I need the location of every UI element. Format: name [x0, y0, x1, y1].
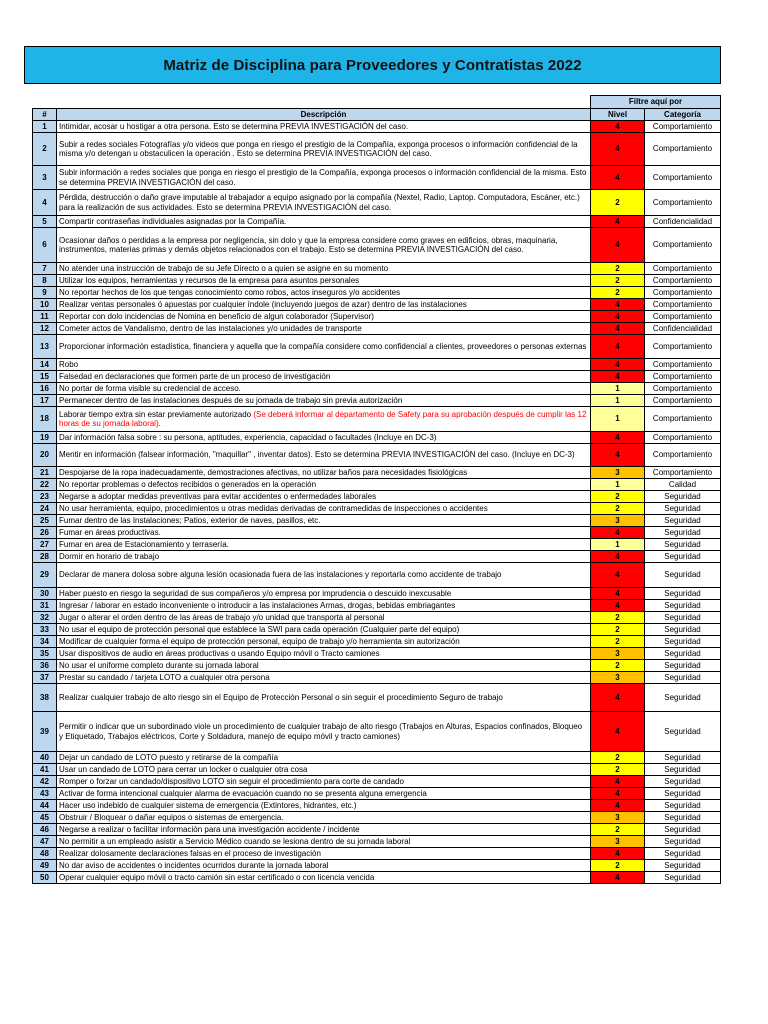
- row-number: 46: [33, 824, 57, 836]
- row-number: 3: [33, 166, 57, 190]
- row-description: Compartir contraseñas individuales asignadas por la Compañía.: [57, 216, 591, 228]
- row-category: Comportamiento: [645, 444, 721, 467]
- row-number: 32: [33, 612, 57, 624]
- row-level: 1: [591, 407, 645, 432]
- table-row: [33, 432, 721, 444]
- row-level: 4: [591, 848, 645, 860]
- row-number: 43: [33, 788, 57, 800]
- row-description: Permitir o indicar que un subordinado viole un procedimiento de cualquier trabajo de alto riesgo (Trabajos en Alturas, Espacios confinados, Bloqueo y Etiquetado, Trabajos eléctricos, Corte y Soldadura, manejo de equipo móvil y tracto camiones): [57, 712, 591, 752]
- row-level: 2: [591, 503, 645, 515]
- table-row: [33, 872, 721, 884]
- row-description: Dejar un candado de LOTO puesto y retirarse de la compañía: [57, 752, 591, 764]
- row-number: 33: [33, 624, 57, 636]
- column-header-level[interactable]: Nivel: [591, 109, 645, 121]
- table-row: [33, 121, 721, 133]
- row-number: 25: [33, 515, 57, 527]
- row-level: 4: [591, 563, 645, 588]
- row-category: Seguridad: [645, 788, 721, 800]
- row-number: 13: [33, 335, 57, 359]
- table-row: [33, 788, 721, 800]
- row-category: Confidencialidad: [645, 323, 721, 335]
- table-row: [33, 764, 721, 776]
- row-category: Comportamiento: [645, 121, 721, 133]
- table-row: [33, 672, 721, 684]
- page-title-box: [24, 46, 721, 84]
- row-category: Seguridad: [645, 551, 721, 563]
- row-number: 23: [33, 491, 57, 503]
- row-category: Comportamiento: [645, 395, 721, 407]
- row-category: Seguridad: [645, 539, 721, 551]
- row-description: No portar de forma visible su credencial de acceso.: [57, 383, 591, 395]
- filter-header[interactable]: Filtre aquí por: [591, 96, 721, 109]
- row-level: 2: [591, 860, 645, 872]
- row-category: Confidencialidad: [645, 216, 721, 228]
- row-category: Seguridad: [645, 672, 721, 684]
- row-description: Jugar o alterar el orden dentro de las áreas de trabajo y/o unidad que transporta al personal: [57, 612, 591, 624]
- table-row: [33, 563, 721, 588]
- row-description: Despojarse de la ropa inadecuadamente, demostraciones afectivas, no utilizar baños para necesidades fisiológicas: [57, 467, 591, 479]
- row-description: No reportar problemas o defectos recibidos o generados en la operación: [57, 479, 591, 491]
- row-number: 39: [33, 712, 57, 752]
- row-description: No permitir a un empleado asistir a Servicio Médico cuando se lesiona dentro de su jornada laboral: [57, 836, 591, 848]
- header-spacer: [33, 96, 57, 109]
- row-level: 4: [591, 359, 645, 371]
- row-number: 42: [33, 776, 57, 788]
- row-description: [57, 407, 591, 432]
- row-level: 3: [591, 515, 645, 527]
- row-number: 11: [33, 311, 57, 323]
- row-level: 4: [591, 299, 645, 311]
- row-level: 2: [591, 263, 645, 275]
- row-number: 41: [33, 764, 57, 776]
- row-description-note: (Se deberá informar al departamento de Safety para su aprobación después de cumplir las 12 horas de su jornada laboral): [59, 409, 587, 428]
- table-row: [33, 600, 721, 612]
- row-number: 22: [33, 479, 57, 491]
- table-row: [33, 527, 721, 539]
- column-header-number[interactable]: #: [33, 109, 57, 121]
- row-number: 27: [33, 539, 57, 551]
- row-level: 2: [591, 491, 645, 503]
- row-number: 28: [33, 551, 57, 563]
- row-level: 2: [591, 752, 645, 764]
- row-number: 12: [33, 323, 57, 335]
- table-row: [33, 551, 721, 563]
- row-number: 37: [33, 672, 57, 684]
- row-description: Negarse a adoptar medidas preventivas para evitar accidentes o enfermedades laborales: [57, 491, 591, 503]
- row-number: 9: [33, 287, 57, 299]
- row-level: 4: [591, 551, 645, 563]
- row-number: 44: [33, 800, 57, 812]
- row-description: Usar dispositivos de audio en áreas productivas o usando Equipo móvil o Tracto camiones: [57, 648, 591, 660]
- row-category: Seguridad: [645, 588, 721, 600]
- row-level: 2: [591, 764, 645, 776]
- row-category: Seguridad: [645, 812, 721, 824]
- table-row: [33, 712, 721, 752]
- row-level: 2: [591, 275, 645, 287]
- row-level: 3: [591, 467, 645, 479]
- table-row: [33, 515, 721, 527]
- row-description: Modificar de cualquier forma el equipo de protección personal, equipo de trabajo y/o herramienta sin autorización: [57, 636, 591, 648]
- row-category: Comportamiento: [645, 335, 721, 359]
- row-description: Subir información a redes sociales que ponga en riesgo el prestigio de la Compañía, exponga procesos o información confidencial de la misma. Esto se determina PREVIA INVESTIGACIÓN del caso.: [57, 166, 591, 190]
- row-number: 36: [33, 660, 57, 672]
- discipline-matrix-table: [32, 95, 721, 884]
- row-description: Subir a redes sociales Fotografías y/o videos que ponga en riesgo el prestigio de la Compañía, exponga procesos o información confidencial de la misma y/o detengan u obstaculicen la operación . Esto se determina PREVIA INVESTIGACIÓN del caso.: [57, 133, 591, 166]
- row-category: Seguridad: [645, 648, 721, 660]
- table-row: [33, 383, 721, 395]
- row-number: 17: [33, 395, 57, 407]
- row-category: Seguridad: [645, 636, 721, 648]
- row-number: 31: [33, 600, 57, 612]
- table-row: [33, 800, 721, 812]
- row-description: Fumar en area de Estacionamiento y terrasería.: [57, 539, 591, 551]
- table-row: [33, 612, 721, 624]
- table-row: [33, 407, 721, 432]
- table-row: [33, 444, 721, 467]
- table-row: [33, 395, 721, 407]
- table-row: [33, 287, 721, 299]
- row-level: 4: [591, 527, 645, 539]
- row-description: No usar el uniforme completo durante su jornada laboral: [57, 660, 591, 672]
- column-header-description[interactable]: Descripción: [57, 109, 591, 121]
- row-description: Mentir en información (falsear información, "maquillar" , inventar datos). Esto se determina PREVIA INVESTIGACIÓN del caso. (Incluye en DC-3): [57, 444, 591, 467]
- row-number: 35: [33, 648, 57, 660]
- table-row: [33, 166, 721, 190]
- row-number: 7: [33, 263, 57, 275]
- row-number: 21: [33, 467, 57, 479]
- row-category: Seguridad: [645, 515, 721, 527]
- table-row: [33, 190, 721, 216]
- row-level: 4: [591, 371, 645, 383]
- row-level: 4: [591, 311, 645, 323]
- row-category: Comportamiento: [645, 263, 721, 275]
- row-category: Comportamiento: [645, 467, 721, 479]
- row-number: 14: [33, 359, 57, 371]
- row-number: 26: [33, 527, 57, 539]
- table-row: [33, 311, 721, 323]
- row-description: Prestar su candado / tarjeta LOTO a cualquier otra persona: [57, 672, 591, 684]
- row-level: 4: [591, 800, 645, 812]
- row-category: Comportamiento: [645, 228, 721, 263]
- table-row: [33, 752, 721, 764]
- row-number: 20: [33, 444, 57, 467]
- table-row: [33, 660, 721, 672]
- row-number: 50: [33, 872, 57, 884]
- row-number: 38: [33, 684, 57, 712]
- row-description: Declarar de manera dolosa sobre alguna lesión ocasionada fuera de las instalaciones y reportarla como accidente de trabajo: [57, 563, 591, 588]
- row-category: Comportamiento: [645, 371, 721, 383]
- table-row: [33, 624, 721, 636]
- row-category: Seguridad: [645, 776, 721, 788]
- row-level: 4: [591, 776, 645, 788]
- row-category: Comportamiento: [645, 407, 721, 432]
- table-row: [33, 359, 721, 371]
- row-category: Comportamiento: [645, 299, 721, 311]
- row-level: 3: [591, 672, 645, 684]
- row-level: 4: [591, 712, 645, 752]
- row-description: Permanecer dentro de las instalaciones después de su jornada de trabajo sin previa autorización: [57, 395, 591, 407]
- table-row: [33, 479, 721, 491]
- table-row: [33, 323, 721, 335]
- row-level: 4: [591, 684, 645, 712]
- table-row: [33, 860, 721, 872]
- row-level: 4: [591, 588, 645, 600]
- row-description: Intimidar, acosar u hostigar a otra persona. Esto se determina PREVIA INVESTIGACIÓN del caso.: [57, 121, 591, 133]
- row-category: Comportamiento: [645, 190, 721, 216]
- row-category: Seguridad: [645, 600, 721, 612]
- row-level: 4: [591, 323, 645, 335]
- row-description: Usar un candado de LOTO para cerrar un locker o cualquier otra cosa: [57, 764, 591, 776]
- row-description: No usar el equipo de protección personal que establece la SWI para cada operación (Cualquier parte del equipo): [57, 624, 591, 636]
- table-row: [33, 467, 721, 479]
- row-category: Seguridad: [645, 836, 721, 848]
- row-category: Seguridad: [645, 764, 721, 776]
- table-row: [33, 275, 721, 287]
- row-category: Seguridad: [645, 527, 721, 539]
- row-level: 2: [591, 824, 645, 836]
- table-row: [33, 684, 721, 712]
- row-description: Haber puesto en riesgo la seguridad de sus compañeros y/o empresa por imprudencia o descuido inexcusable: [57, 588, 591, 600]
- row-level: 2: [591, 636, 645, 648]
- row-category: Seguridad: [645, 800, 721, 812]
- row-description: Ingresar / laborar en estado inconveniente o introducir a las instalaciones Armas, drogas, bebidas embriagantes: [57, 600, 591, 612]
- row-number: 47: [33, 836, 57, 848]
- row-category: Seguridad: [645, 712, 721, 752]
- row-number: 48: [33, 848, 57, 860]
- table-row: [33, 648, 721, 660]
- row-category: Seguridad: [645, 824, 721, 836]
- row-level: 4: [591, 335, 645, 359]
- row-description: Obstruir / Bloquear o dañar equipos o sistemas de emergencia.: [57, 812, 591, 824]
- row-description: No reportar hechos de los que tengas conocimiento como robos, actos inseguros y/o accidentes: [57, 287, 591, 299]
- row-level: 4: [591, 228, 645, 263]
- table-row: [33, 836, 721, 848]
- row-description: Realizar ventas personales ó apuestas por cualquier índole (incluyendo juegos de azar) dentro de las instalaciones: [57, 299, 591, 311]
- table-row: [33, 335, 721, 359]
- row-level: 4: [591, 121, 645, 133]
- row-description: Proporcionar información estadística, financiera y aquella que la compañía considere como confidencial a clientes, proveedores o personas externas: [57, 335, 591, 359]
- row-level: 3: [591, 812, 645, 824]
- table-row: [33, 824, 721, 836]
- row-category: Comportamiento: [645, 133, 721, 166]
- row-number: 6: [33, 228, 57, 263]
- row-description: Dar información falsa sobre : su persona, aptitudes, experiencia, capacidad o facultades (Incluye en DC-3): [57, 432, 591, 444]
- row-number: 34: [33, 636, 57, 648]
- table-row: [33, 371, 721, 383]
- row-level: 1: [591, 383, 645, 395]
- row-number: 5: [33, 216, 57, 228]
- table-row: [33, 503, 721, 515]
- row-number: 24: [33, 503, 57, 515]
- row-level: 4: [591, 444, 645, 467]
- row-description: Activar de forma intencional cualquier alarma de evacuación cuando no se presenta alguna emergencia: [57, 788, 591, 800]
- table-row: [33, 133, 721, 166]
- row-description: Cometer actos de Vandalismo, dentro de las instalaciones y/o unidades de transporte: [57, 323, 591, 335]
- row-level: 4: [591, 216, 645, 228]
- row-description: No dar aviso de accidentes o incidentes ocurridos durante la jornada laboral: [57, 860, 591, 872]
- row-level: 2: [591, 190, 645, 216]
- row-description: No usar herramienta, equipo, procedimientos u otras medidas derivadas de contramedidas de inspecciones o accidentes: [57, 503, 591, 515]
- row-category: Seguridad: [645, 752, 721, 764]
- row-category: Comportamiento: [645, 359, 721, 371]
- table-row: [33, 216, 721, 228]
- row-category: Seguridad: [645, 660, 721, 672]
- row-level: 2: [591, 287, 645, 299]
- row-description: Robo: [57, 359, 591, 371]
- row-number: 2: [33, 133, 57, 166]
- row-description: Realizar cualquier trabajo de alto riesgo sin el Equipo de Protección Personal o sin seguir el procedimiento Seguro de trabajo: [57, 684, 591, 712]
- table-row: [33, 299, 721, 311]
- row-number: 40: [33, 752, 57, 764]
- row-category: Seguridad: [645, 612, 721, 624]
- row-description: Falsedad en declaraciones que formen parte de un proceso de investigación: [57, 371, 591, 383]
- row-level: 1: [591, 479, 645, 491]
- row-category: Seguridad: [645, 860, 721, 872]
- row-number: 4: [33, 190, 57, 216]
- row-description: Fumar en áreas productivas.: [57, 527, 591, 539]
- row-description: Dormir en horario de trabajo: [57, 551, 591, 563]
- row-description: Fumar dentro de las Instalaciones; Patios, exterior de naves, pasillos, etc.: [57, 515, 591, 527]
- row-number: 19: [33, 432, 57, 444]
- row-category: Comportamiento: [645, 311, 721, 323]
- row-level: 4: [591, 133, 645, 166]
- row-description: Ocasionar daños o perdidas a la empresa por negligencia, sin dolo y que la empresa considere como graves en edificios, obras, maquinaria, instrumentos, materias primas y demás objetos relacionados con el trabajo. Esto se determina PREVIA INVESTIGACIÓN del caso.: [57, 228, 591, 263]
- row-number: 16: [33, 383, 57, 395]
- row-description-tail: .: [158, 419, 161, 428]
- row-description-text: Laborar tiempo extra sin estar previamente autorizado: [59, 409, 254, 419]
- row-category: Seguridad: [645, 624, 721, 636]
- row-number: 29: [33, 563, 57, 588]
- row-level: 4: [591, 788, 645, 800]
- table-row: [33, 228, 721, 263]
- row-level: 2: [591, 624, 645, 636]
- row-level: 4: [591, 872, 645, 884]
- row-level: 3: [591, 836, 645, 848]
- row-category: Seguridad: [645, 872, 721, 884]
- row-number: 49: [33, 860, 57, 872]
- row-description: Operar cualquier equipo móvil o tracto camión sin estar certificado o con licencia vencida: [57, 872, 591, 884]
- header-spacer: [57, 96, 591, 109]
- table-row: [33, 588, 721, 600]
- row-number: 18: [33, 407, 57, 432]
- row-description: Negarse a realizar o facilitar información para una investigación accidente / incidente: [57, 824, 591, 836]
- row-category: Seguridad: [645, 684, 721, 712]
- row-description: Utilizar los equipos, herramientas y recursos de la empresa para asuntos personales: [57, 275, 591, 287]
- row-description: Reportar con dolo incidencias de Nomina en beneficio de algun colaborador (Supervisor): [57, 311, 591, 323]
- row-category: Comportamiento: [645, 275, 721, 287]
- row-description: Hacer uso indebido de cualquier sistema de emergencia (Extintores, hidrantes, etc.): [57, 800, 591, 812]
- row-number: 1: [33, 121, 57, 133]
- row-number: 10: [33, 299, 57, 311]
- row-number: 8: [33, 275, 57, 287]
- row-category: Seguridad: [645, 848, 721, 860]
- row-category: Comportamiento: [645, 166, 721, 190]
- row-description: Pérdida, destrucción o daño grave imputable al trabajador a equipo asignado por la compañía (Nextel, Radio, Laptop. Computadora, Escáner, etc.) para la realización de sus actividades. Esto se determina PREVIA INVESTIGACIÓN del caso.: [57, 190, 591, 216]
- table-row: [33, 636, 721, 648]
- row-category: Comportamiento: [645, 432, 721, 444]
- page-title: Matriz de Disciplina para Proveedores y Contratistas 2022: [163, 56, 582, 74]
- row-description: No atender una instrucción de trabajo de su Jefe Directo o a quien se asigne en su momento: [57, 263, 591, 275]
- row-category: Seguridad: [645, 491, 721, 503]
- table-row: [33, 263, 721, 275]
- table-row: [33, 539, 721, 551]
- table-row: [33, 812, 721, 824]
- row-level: 4: [591, 600, 645, 612]
- row-level: 2: [591, 660, 645, 672]
- table-row: [33, 776, 721, 788]
- row-description: Romper o forzar un candado/dispositivo LOTO sin seguir el procedimiento para corte de candado: [57, 776, 591, 788]
- row-category: Comportamiento: [645, 383, 721, 395]
- row-level: 1: [591, 395, 645, 407]
- row-category: Comportamiento: [645, 287, 721, 299]
- row-category: Calidad: [645, 479, 721, 491]
- row-category: Seguridad: [645, 503, 721, 515]
- row-category: Seguridad: [645, 563, 721, 588]
- row-description: Realizar dolosamente declaraciones falsas en el proceso de investigación: [57, 848, 591, 860]
- row-number: 45: [33, 812, 57, 824]
- row-level: 2: [591, 612, 645, 624]
- row-level: 4: [591, 166, 645, 190]
- row-level: 3: [591, 648, 645, 660]
- table-row: [33, 848, 721, 860]
- row-number: 30: [33, 588, 57, 600]
- row-level: 4: [591, 432, 645, 444]
- row-level: 1: [591, 539, 645, 551]
- column-header-category[interactable]: Categoría: [645, 109, 721, 121]
- row-number: 15: [33, 371, 57, 383]
- table-row: [33, 491, 721, 503]
